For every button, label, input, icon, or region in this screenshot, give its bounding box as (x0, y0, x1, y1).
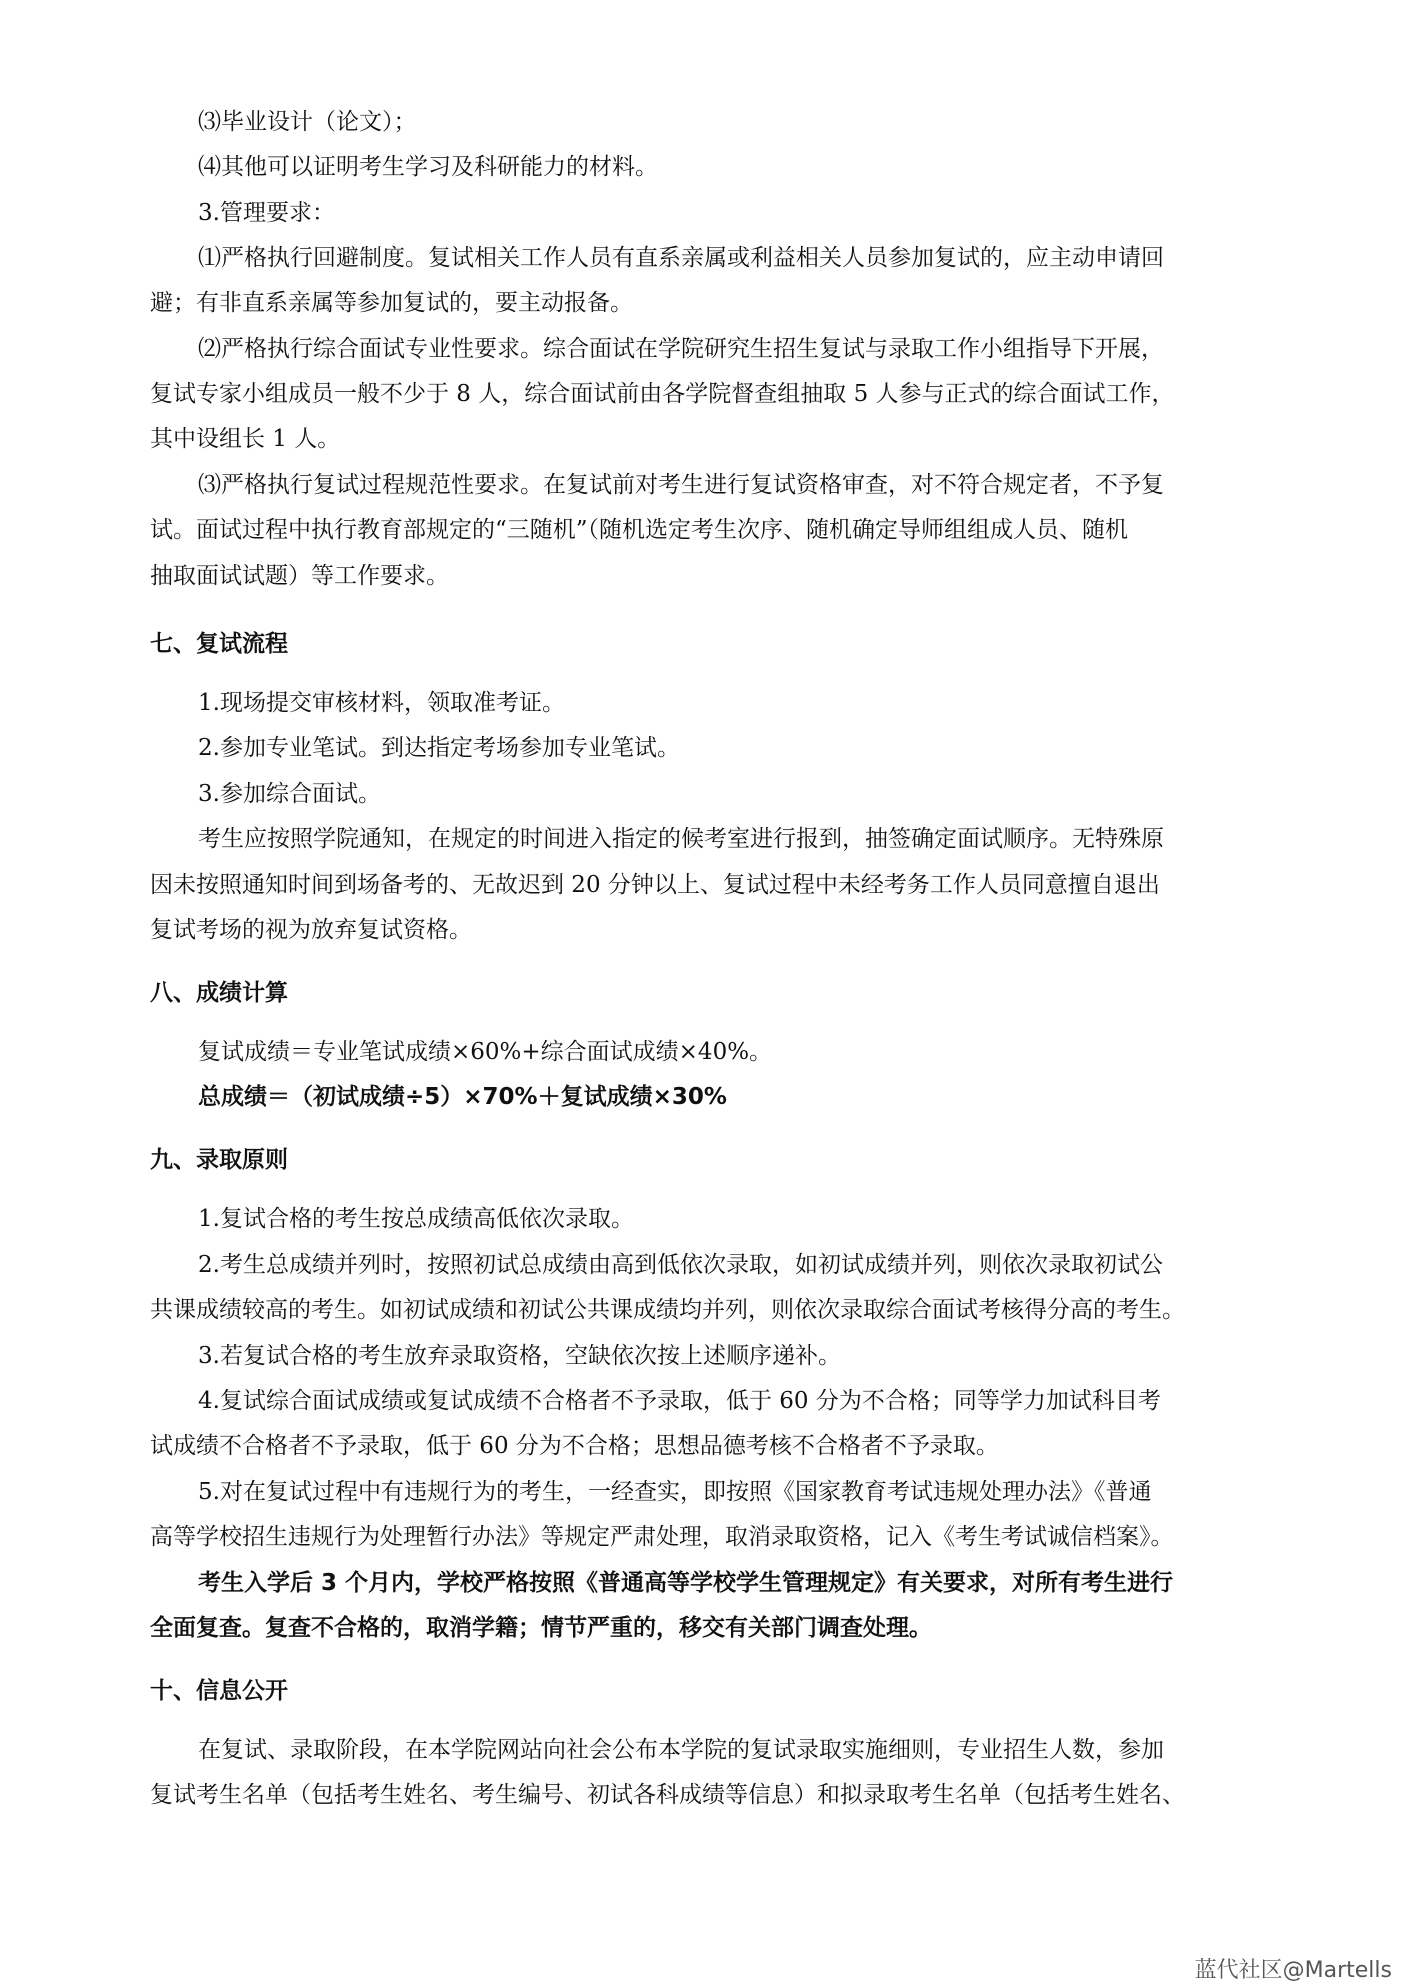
text-line: 复试考场的视为放弃复试资格。 (150, 917, 472, 943)
text-line: 其中设组长 1 人。 (150, 426, 341, 452)
text-line: 2.参加专业笔试。到达指定考场参加专业笔试。 (198, 735, 680, 761)
section-heading-7: 七、复试流程 (150, 631, 288, 657)
text-line: 避；有非直系亲属等参加复试的，要主动报备。 (150, 290, 633, 316)
text-line: 因未按照通知时间到场备考的、无故迟到 20 分钟以上、复试过程中未经考务工作人员同意擅自退出 (150, 872, 1160, 898)
section-heading-9: 九、录取原则 (150, 1147, 288, 1173)
formula-total-score: 总成绩＝（初试成绩÷5）×70%＋复试成绩×30% (198, 1084, 727, 1110)
text-line: ⑶毕业设计（论文）； (198, 109, 417, 135)
text-line: 试。面试过程中执行教育部规定的“三随机”（随机选定考生次序、随机确定导师组组成人员、随机 (150, 517, 1129, 543)
section-heading-10: 十、信息公开 (150, 1678, 288, 1704)
text-line: 3.参加综合面试。 (198, 781, 381, 807)
text-line: 高等学校招生违规行为处理暂行办法》等规定严肃处理，取消录取资格，记入《考生考试诚信档案》。 (150, 1524, 1174, 1550)
text-line: 复试成绩＝专业笔试成绩×60%+综合面试成绩×40%。 (198, 1039, 773, 1065)
text-line: ⑷其他可以证明考生学习及科研能力的材料。 (198, 154, 658, 180)
text-line: 复试专家小组成员一般不少于 8 人，综合面试前由各学院督查组抽取 5 人参与正式的综合面试工作， (150, 381, 1175, 407)
text-line: 共课成绩较高的考生。如初试成绩和初试公共课成绩均并列，则依次录取综合面试考核得分高的考生。 (150, 1297, 1185, 1323)
text-line: 在复试、录取阶段，在本学院网站向社会公布本学院的复试录取实施细则，专业招生人数，参加 (198, 1737, 1164, 1763)
text-line: 1.复试合格的考生按总成绩高低依次录取。 (198, 1206, 634, 1232)
bold-text-line: 考生入学后 3 个月内，学校严格按照《普通高等学校学生管理规定》有关要求，对所有考生进行 (198, 1570, 1174, 1596)
text-line: ⑵严格执行综合面试专业性要求。综合面试在学院研究生招生复试与录取工作小组指导下开展， (198, 336, 1164, 362)
text-line: 考生应按照学院通知，在规定的时间进入指定的候考室进行报到，抽签确定面试顺序。无特殊原 (198, 826, 1164, 852)
section-heading-8: 八、成绩计算 (150, 980, 288, 1006)
text-line: 3.若复试合格的考生放弃录取资格，空缺依次按上述顺序递补。 (198, 1343, 841, 1369)
bold-text-line: 全面复查。复查不合格的，取消学籍；情节严重的，移交有关部门调查处理。 (150, 1615, 932, 1641)
text-line: 2.考生总成绩并列时，按照初试总成绩由高到低依次录取，如初试成绩并列，则依次录取初试公 (198, 1252, 1163, 1278)
text-line: 4.复试综合面试成绩或复试成绩不合格者不予录取，低于 60 分为不合格；同等学力加试科目考 (198, 1388, 1161, 1414)
text-line: ⑴严格执行回避制度。复试相关工作人员有直系亲属或利益相关人员参加复试的，应主动申请回 (198, 245, 1164, 271)
text-line: ⑶严格执行复试过程规范性要求。在复试前对考生进行复试资格审查，对不符合规定者，不予复 (198, 472, 1164, 498)
text-line: 试成绩不合格者不予录取，低于 60 分为不合格；思想品德考核不合格者不予录取。 (150, 1433, 999, 1459)
text-line: 5.对在复试过程中有违规行为的考生，一经查实，即按照《国家教育考试违规处理办法》《普通 (198, 1479, 1152, 1505)
text-line: 抽取面试试题）等工作要求。 (150, 563, 449, 589)
watermark: 蓝代社区@Martells (1194, 1958, 1392, 1983)
text-line: 1.现场提交审核材料，领取准考证。 (198, 690, 565, 716)
text-line: 3.管理要求： (198, 200, 335, 226)
text-line: 复试考生名单（包括考生姓名、考生编号、初试各科成绩等信息）和拟录取考生名单（包括考生姓名、 (150, 1782, 1185, 1808)
